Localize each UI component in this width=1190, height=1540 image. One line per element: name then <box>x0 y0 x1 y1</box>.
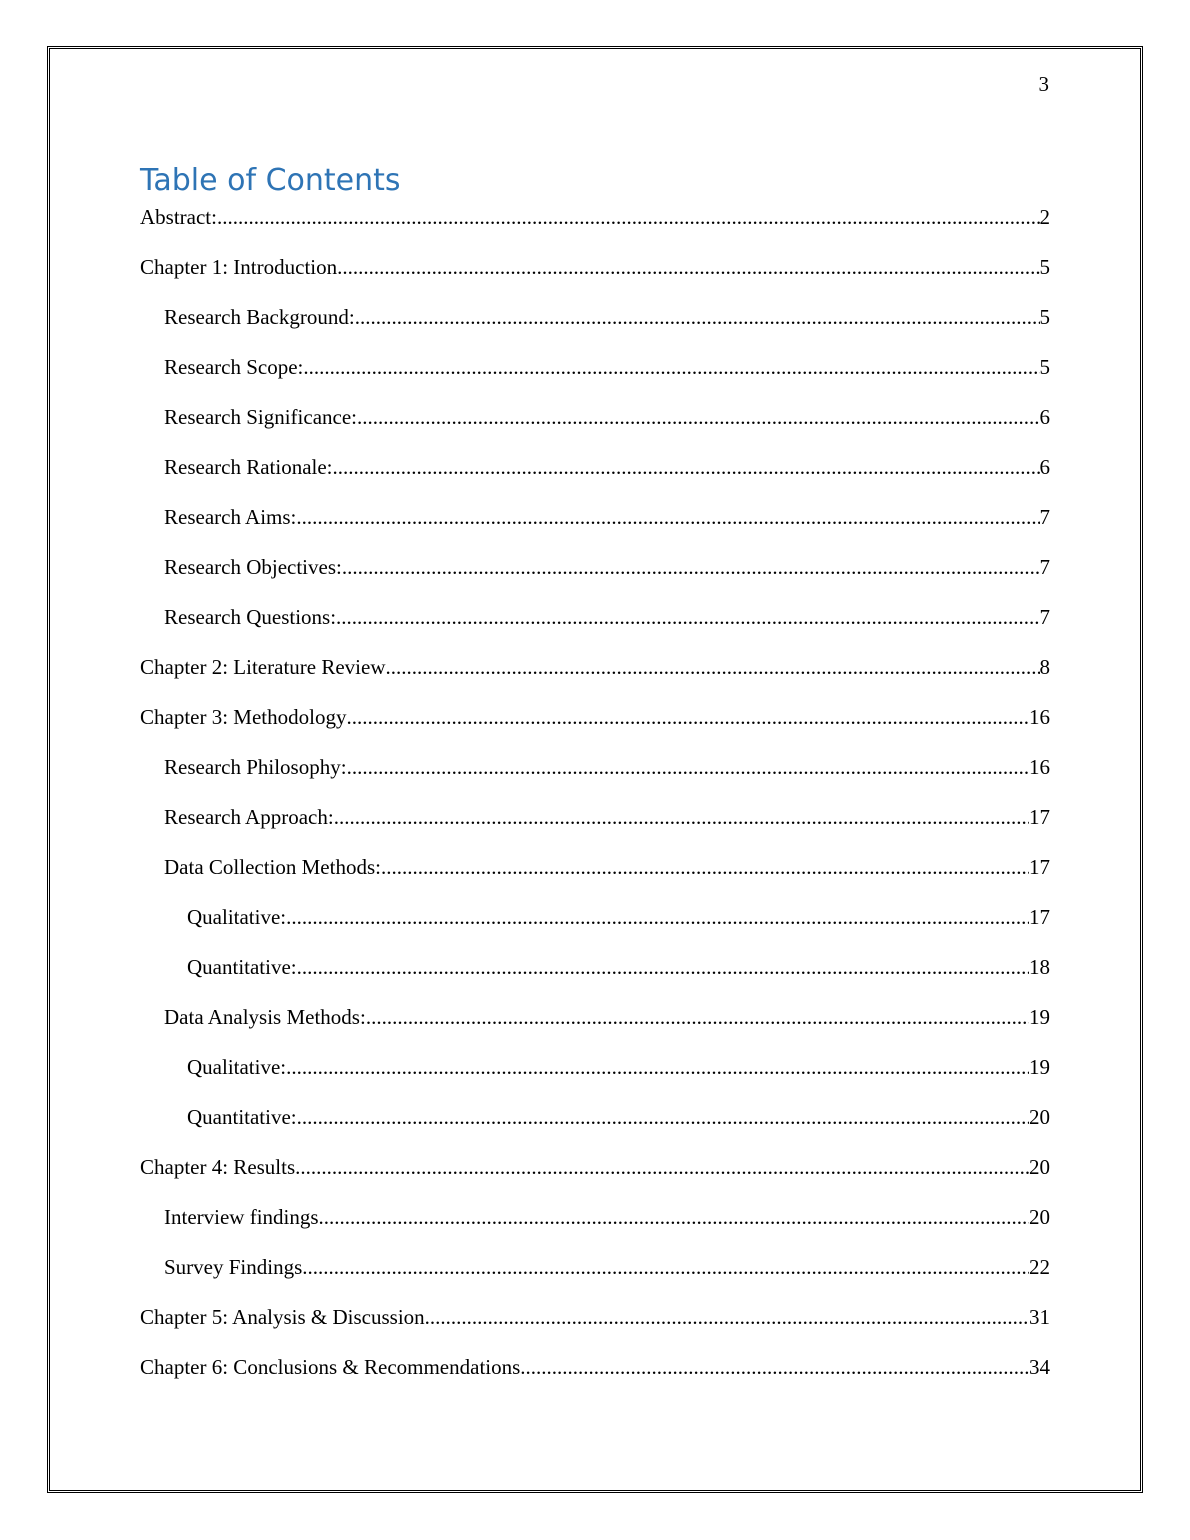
toc-entry-page: 7 <box>1039 605 1050 629</box>
toc-entry-page: 19 <box>1029 1055 1050 1079</box>
toc-entry-research-philosophy[interactable] <box>140 753 1050 803</box>
toc-dot-leader <box>333 453 1040 481</box>
page-number: 3 <box>1038 72 1049 96</box>
toc-entry-label: Research Philosophy: <box>164 755 347 779</box>
toc-dot-leader <box>346 703 1029 731</box>
toc-entry-label: Research Approach: <box>164 805 334 829</box>
toc-dot-leader <box>347 753 1029 781</box>
toc-entry-label: Chapter 6: Conclusions & Recommendations <box>140 1355 521 1379</box>
toc-entry-research-approach[interactable] <box>140 803 1050 853</box>
toc-entry-chapter-2[interactable] <box>140 653 1050 703</box>
toc-entry-label: Chapter 2: Literature Review <box>140 655 386 679</box>
toc-entry-research-scope[interactable] <box>140 353 1050 403</box>
toc-entry-page: 16 <box>1029 705 1050 729</box>
toc-entry-page: 20 <box>1029 1155 1050 1179</box>
toc-entry-interview-findings[interactable] <box>140 1203 1050 1253</box>
toc-dot-leader <box>297 953 1029 981</box>
toc-entry-page: 5 <box>1039 255 1050 279</box>
toc-dot-leader <box>296 503 1039 531</box>
toc-entry-page: 8 <box>1039 655 1050 679</box>
toc-entry-label: Qualitative: <box>187 905 287 929</box>
toc-entry-label: Chapter 5: Analysis & Discussion <box>140 1305 425 1329</box>
toc-entry-label: Chapter 3: Methodology <box>140 705 347 729</box>
toc-title: Table of Contents <box>140 163 401 198</box>
toc-entry-label: Quantitative: <box>187 1105 297 1129</box>
toc-entry-research-significance[interactable] <box>140 403 1050 453</box>
toc-dot-leader <box>381 853 1029 881</box>
toc-entry-page: 17 <box>1029 905 1050 929</box>
toc-entry-label: Quantitative: <box>187 955 297 979</box>
toc-dot-leader <box>357 403 1040 431</box>
toc-dot-leader <box>520 1353 1029 1381</box>
toc-dot-leader <box>386 653 1040 681</box>
toc-entry-label: Interview findings <box>164 1205 319 1229</box>
toc-entry-research-questions[interactable] <box>140 603 1050 653</box>
toc-entry-research-objectives[interactable] <box>140 553 1050 603</box>
toc-entry-page: 2 <box>1039 205 1050 229</box>
toc-list <box>140 203 1050 1403</box>
toc-entry-page: 7 <box>1039 555 1050 579</box>
toc-dot-leader <box>337 253 1039 281</box>
toc-entry-chapter-6[interactable] <box>140 1353 1050 1403</box>
toc-entry-page: 17 <box>1029 855 1050 879</box>
toc-entry-page: 16 <box>1029 755 1050 779</box>
toc-entry-label: Qualitative: <box>187 1055 287 1079</box>
toc-entry-chapter-4[interactable] <box>140 1153 1050 1203</box>
toc-entry-analysis-qualitative[interactable] <box>140 1053 1050 1103</box>
toc-entry-page: 5 <box>1039 355 1050 379</box>
toc-dot-leader <box>303 353 1039 381</box>
toc-entry-page: 7 <box>1039 505 1050 529</box>
toc-dot-leader <box>319 1203 1029 1231</box>
toc-dot-leader <box>425 1303 1029 1331</box>
toc-entry-chapter-5[interactable] <box>140 1303 1050 1353</box>
toc-entry-collection-qualitative[interactable] <box>140 903 1050 953</box>
toc-dot-leader <box>366 1003 1029 1031</box>
toc-entry-label: Research Rationale: <box>164 455 333 479</box>
toc-entry-page: 17 <box>1029 805 1050 829</box>
toc-entry-label: Survey Findings <box>164 1255 303 1279</box>
toc-entry-chapter-1[interactable] <box>140 253 1050 303</box>
toc-entry-data-collection-methods[interactable] <box>140 853 1050 903</box>
toc-entry-collection-quantitative[interactable] <box>140 953 1050 1003</box>
toc-dot-leader <box>286 903 1029 931</box>
toc-dot-leader <box>342 553 1040 581</box>
toc-dot-leader <box>217 203 1040 231</box>
toc-entry-label: Data Collection Methods: <box>164 855 381 879</box>
toc-entry-page: 6 <box>1039 455 1050 479</box>
toc-entry-label: Chapter 4: Results <box>140 1155 296 1179</box>
toc-entry-page: 20 <box>1029 1205 1050 1229</box>
toc-entry-page: 34 <box>1029 1355 1050 1379</box>
toc-entry-research-aims[interactable] <box>140 503 1050 553</box>
toc-entry-page: 18 <box>1029 955 1050 979</box>
toc-entry-page: 19 <box>1029 1005 1050 1029</box>
toc-entry-label: Research Questions: <box>164 605 337 629</box>
toc-dot-leader <box>302 1253 1029 1281</box>
toc-entry-page: 22 <box>1029 1255 1050 1279</box>
toc-entry-research-rationale[interactable] <box>140 453 1050 503</box>
toc-entry-research-background[interactable] <box>140 303 1050 353</box>
toc-entry-label: Research Scope: <box>164 355 304 379</box>
toc-entry-page: 31 <box>1029 1305 1050 1329</box>
toc-entry-label: Research Aims: <box>164 505 297 529</box>
toc-dot-leader <box>297 1103 1029 1131</box>
toc-dot-leader <box>336 603 1039 631</box>
toc-entry-label: Research Background: <box>164 305 355 329</box>
toc-entry-page: 20 <box>1029 1105 1050 1129</box>
toc-entry-page: 5 <box>1039 305 1050 329</box>
toc-entry-label: Data Analysis Methods: <box>164 1005 366 1029</box>
toc-entry-label: Abstract: <box>140 205 217 229</box>
toc-entry-survey-findings[interactable] <box>140 1253 1050 1303</box>
toc-dot-leader <box>334 803 1029 831</box>
toc-entry-abstract[interactable] <box>140 203 1050 253</box>
toc-dot-leader <box>295 1153 1029 1181</box>
toc-entry-page: 6 <box>1039 405 1050 429</box>
toc-entry-label: Chapter 1: Introduction <box>140 255 338 279</box>
toc-entry-chapter-3[interactable] <box>140 703 1050 753</box>
toc-dot-leader <box>355 303 1040 331</box>
toc-entry-analysis-quantitative[interactable] <box>140 1103 1050 1153</box>
toc-entry-data-analysis-methods[interactable] <box>140 1003 1050 1053</box>
toc-entry-label: Research Objectives: <box>164 555 342 579</box>
toc-entry-label: Research Significance: <box>164 405 357 429</box>
toc-dot-leader <box>286 1053 1029 1081</box>
